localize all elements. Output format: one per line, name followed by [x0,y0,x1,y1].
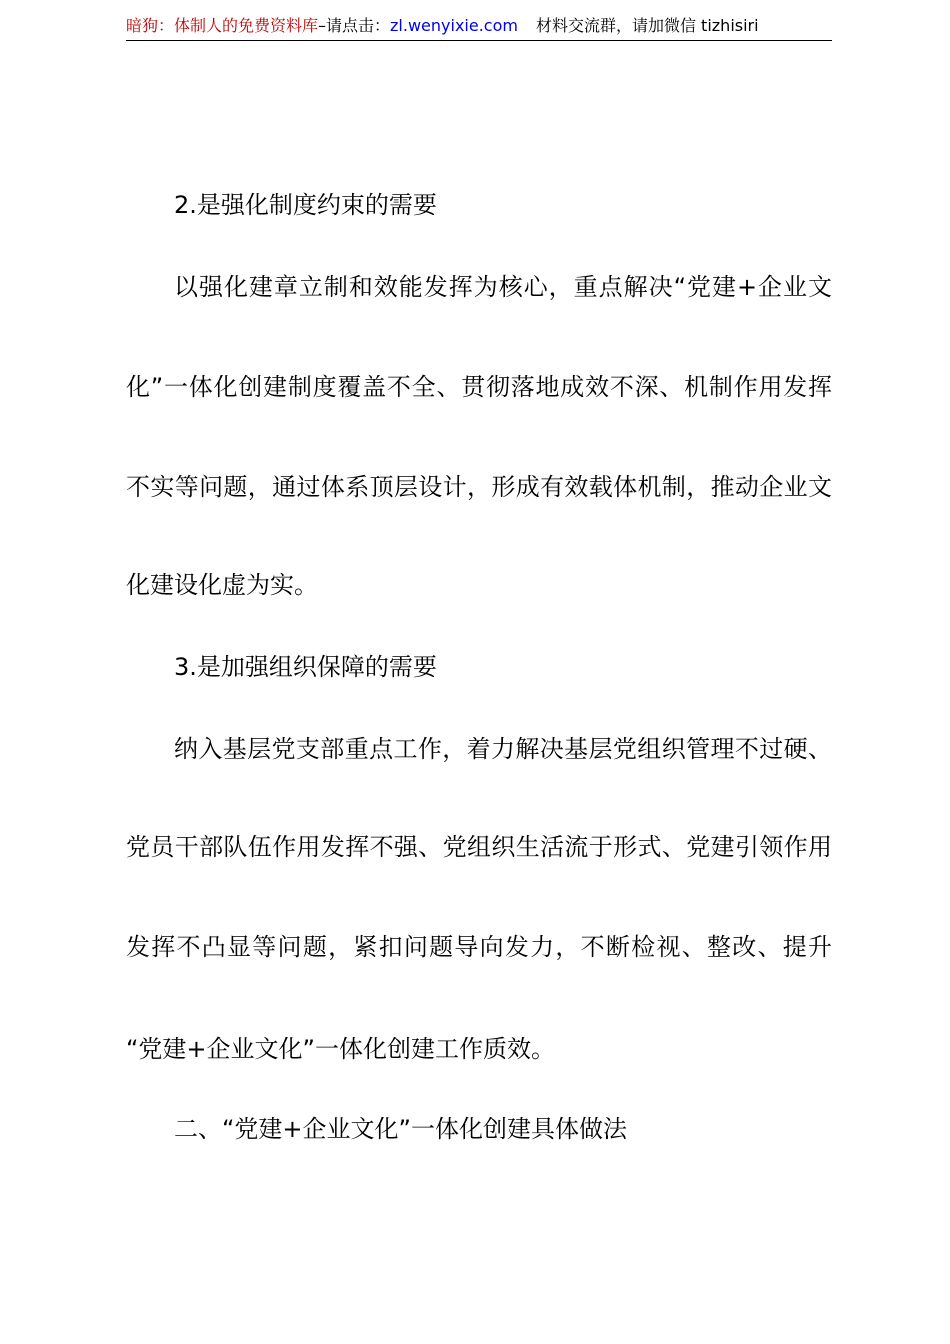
paragraph-2-line-1: 以强化建章立制和效能发挥为核心，重点解决“党建+企业文 [174,273,832,301]
paragraph-3-line-4: “党建+企业文化”一体化创建工作质效。 [126,1035,555,1063]
paragraph-3-line-2: 党员干部队伍作用发挥不强、党组织生活流于形式、党建引领作用 [126,833,832,861]
heading-2: 2.是强化制度约束的需要 [174,191,437,219]
paragraph-2-line-4: 化建设化虚为实。 [126,571,318,599]
page-header [126,14,832,41]
paragraph-2-line-3: 不实等问题，通过体系顶层设计，形成有效载体机制，推动企业文 [126,473,832,501]
header-separator: –请点击： [318,16,391,35]
paragraph-3-line-3: 发挥不凸显等问题，紧扣问题导向发力，不断检视、整改、提升 [126,933,832,961]
section-heading: 二、“党建+企业文化”一体化创建具体做法 [174,1115,627,1143]
header-contact: 材料交流群，请加微信 tizhisiri [535,16,759,35]
header-brand: 暗狗：体制人的免费资料库 [126,16,319,35]
paragraph-3-line-1: 纳入基层党支部重点工作，着力解决基层党组织管理不过硬、 [174,735,832,763]
heading-3: 3.是加强组织保障的需要 [174,653,437,681]
paragraph-2-line-2: 化”一体化创建制度覆盖不全、贯彻落地成效不深、机制作用发挥 [126,373,832,401]
header-url-link[interactable]: zl.wenyixie.com [390,16,518,35]
